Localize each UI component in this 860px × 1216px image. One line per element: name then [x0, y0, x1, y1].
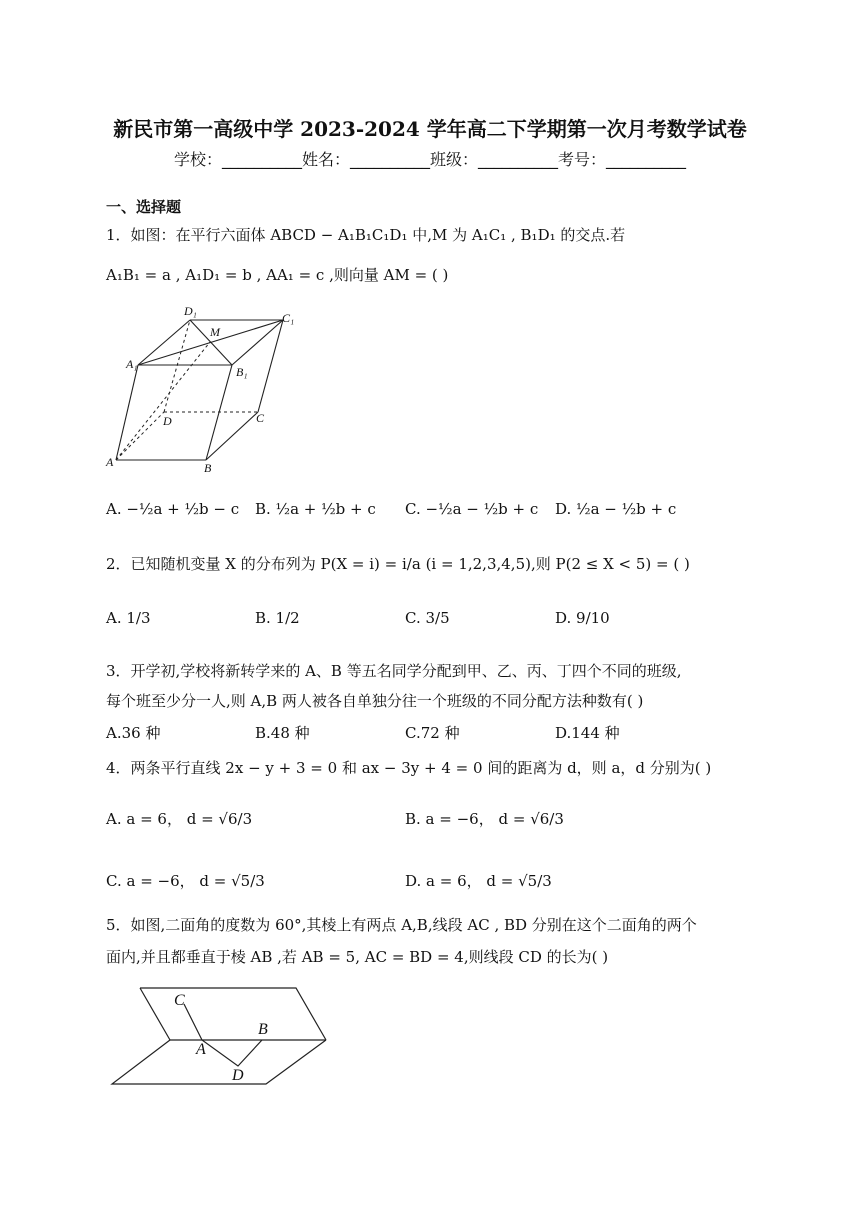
q1-line-2: A₁B₁ = a , A₁D₁ = b , AA₁ = c ,则向量 AM = ( )	[106, 266, 449, 284]
q2-option-c: C. 3/5	[405, 609, 450, 627]
label-b1: B₁	[236, 365, 248, 379]
label-b: B	[204, 461, 212, 475]
page-title: 新民市第一高级中学 2023-2024 学年高二下学期第一次月考数学试卷	[113, 117, 747, 141]
label-d: D	[232, 1067, 244, 1084]
q4-option-d: D. a = 6， d = √5/3	[405, 872, 552, 890]
q4-line-1: 4．两条平行直线 2x − y + 3 = 0 和 ax − 3y + 4 = 0 间的距离为 d，则 a，d 分别为( )	[106, 759, 712, 777]
q3-line-2: 每个班至少分一人,则 A,B 两人被各自单独分往一个班级的不同分配方法种数有( )	[106, 692, 644, 710]
q4-option-c: C. a = −6， d = √5/3	[106, 872, 265, 890]
q2-option-a: A. 1/3	[106, 609, 151, 627]
label-d: D	[163, 414, 172, 428]
q2-option-b: B. 1/2	[255, 609, 300, 627]
q1-option-b: B. ½a + ½b + c	[255, 500, 376, 518]
dihedral-angle-figure	[106, 982, 336, 1088]
label-c1: C₁	[282, 311, 295, 325]
q1-option-a: A. −½a + ½b − c	[106, 500, 240, 518]
label-c: C	[256, 411, 265, 425]
section-heading: 一、选择题	[106, 198, 182, 216]
q3-option-b: B.48 种	[255, 724, 310, 742]
label-a: A	[106, 455, 114, 469]
student-info-line: 学校：__________姓名：__________班级：__________考号：__________	[173, 150, 686, 169]
q1-option-c: C. −½a − ½b + c	[405, 500, 539, 518]
q5-line-2: 面内,并且都垂直于棱 AB ,若 AB = 5, AC = BD = 4,则线段 CD 的长为( )	[106, 948, 609, 966]
label-a1: A₁	[126, 357, 138, 371]
q1-line-1: 1．如图：在平行六面体 ABCD − A₁B₁C₁D₁ 中,M 为 A₁C₁ , B₁D₁ 的交点.若	[106, 226, 626, 244]
q3-option-c: C.72 种	[405, 724, 460, 742]
q2-line-1: 2．已知随机变量 X 的分布列为 P(X = i) = i/a (i = 1,2,3,4,5),则 P(2 ≤ X < 5) = ( )	[106, 555, 690, 573]
q1-option-d: D. ½a − ½b + c	[555, 500, 677, 518]
parallelepiped-figure	[106, 300, 295, 475]
label-m: M	[210, 325, 220, 339]
q4-option-b: B. a = −6， d = √6/3	[405, 810, 564, 828]
q3-option-d: D.144 种	[555, 724, 620, 742]
q3-line-1: 3．开学初,学校将新转学来的 A、B 等五名同学分配到甲、乙、丙、丁四个不同的班级,	[106, 662, 682, 680]
q3-option-a: A.36 种	[106, 724, 161, 742]
q4-option-a: A. a = 6， d = √6/3	[106, 810, 253, 828]
label-d1: D₁	[184, 304, 197, 318]
q2-option-d: D. 9/10	[555, 609, 610, 627]
label-b: B	[258, 1021, 268, 1038]
label-c: C	[174, 992, 185, 1009]
q5-line-1: 5．如图,二面角的度数为 60°,其棱上有两点 A,B,线段 AC , BD 分别在这个二面角的两个	[106, 916, 697, 934]
label-a: A	[196, 1041, 206, 1058]
